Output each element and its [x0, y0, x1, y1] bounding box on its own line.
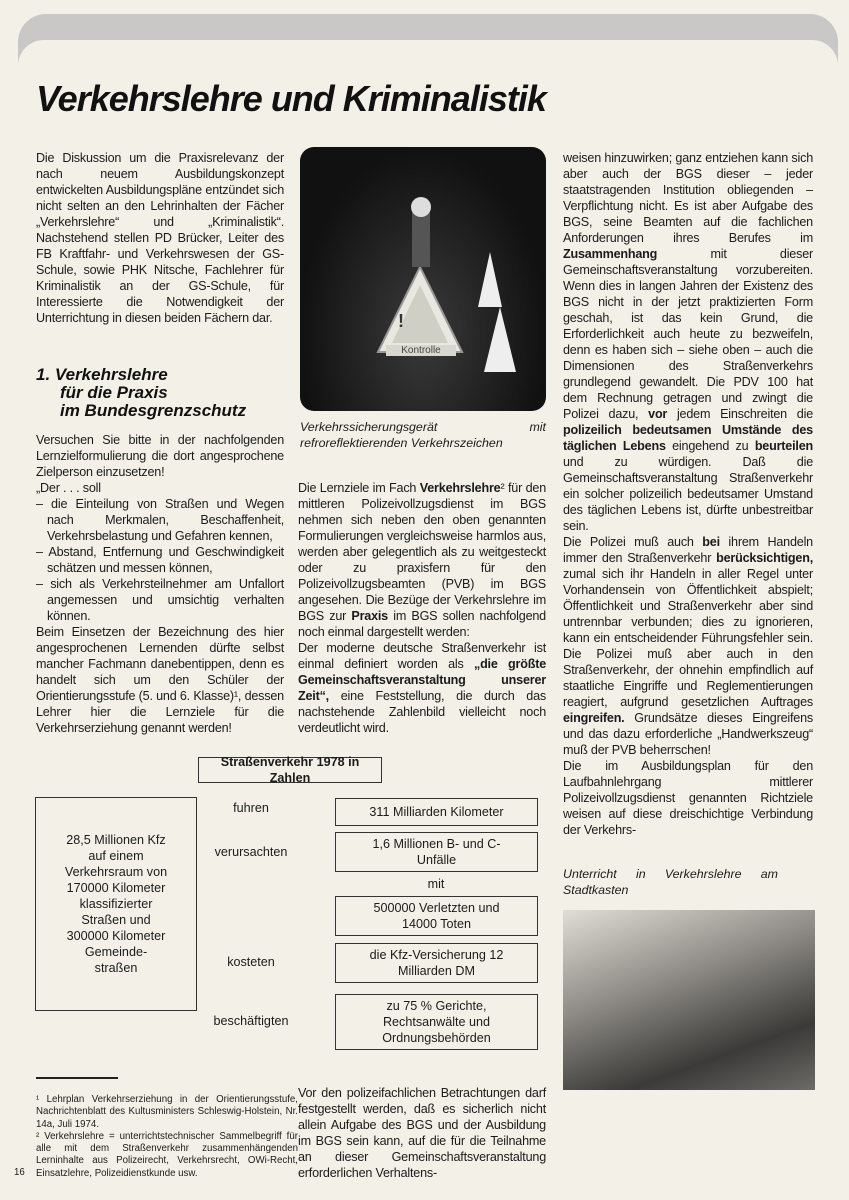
middle-bottom-text: Vor den polizeifachlichen Betrachtungen darf festgestellt werden, daß es sicherlich nicht allein Aufgabe des BGS und der Ausbildung im BGS sein kann, auf die für die Teilnahme an dieser Gemeinschaftsveranstaltung erforderlichen Verhaltens- — [298, 1086, 546, 1180]
page-number: 16 — [14, 1167, 25, 1178]
figure-left-box: 28,5 Millionen Kfz auf einem Verkehrsraum von 170000 Kilometer klassifizierter Straßen und 300000 Kilometer Gemeinde-straßen — [35, 797, 197, 1011]
figure-box: 1,6 Millionen B- und C-Unfälle — [335, 832, 538, 872]
figure-verb: fuhren — [233, 801, 269, 815]
figure-box: 311 Milliarden Kilometer — [335, 798, 538, 826]
figure-verb: kosteten — [227, 955, 275, 969]
figure-title: Straßenverkehr 1978 in Zahlen — [198, 757, 382, 783]
photo-caption-2: Unterricht in Verkehrslehre am Stadtkasten — [563, 867, 778, 897]
section-heading: 1. Verkehrslehre für die Praxis im Bundesgrenzschutz — [36, 365, 247, 420]
intro-text: Die Diskussion um die Praxisrelevanz der nach neuem Ausbildungskonzept entwickelten Ausbildungspläne entzündet sich nicht selten an den Lehrinhalten der Fächer „Verkehrslehre“ und „Kriminalistik“. Nachstehend stellen PD Brücker, Leiter des FB Kraftfahr- und Verkehrswesen der GS-Schule, sowie PHK Nitsche, Fachlehrer für Kriminalistik an der GS-Schule, für Interessierte die Notwendigkeit der Unterrichtung in diesen beiden Fächern dar. — [36, 151, 284, 325]
photo-traffic-sign — [300, 147, 546, 411]
warning-triangle-icon — [300, 147, 546, 411]
left-column: Versuchen Sie bitte in der nachfolgenden Lernzielformulierung die dort angesprochene Zielperson einzusetzen! „Der . . . soll – die Einteilung von Straßen und Wegen nach Merkmalen, Beschaffenheit, Verkehrsbelastung und Gefahren kennen, – Abstand, Entfernung und Geschwindigkeit schätzen und messen können, – sich als Verkehrsteilnehmer am Unfallort angemessen und umsichtig verhalten können. Beim Einsetzen der Bezeichnung des hier angesprochenen Lernenden dürfte selbst mancher Fachmann danebentippen, denn es handelt sich um den Schüler der Orientierungsstufe (5. und 6. Klasse)¹, dessen Lehrer hier die Lernziele für die Verkehrserziehung genannt werden! — [36, 433, 284, 735]
figure-box: 500000 Verletzten und 14000 Toten — [335, 896, 538, 936]
list-item: – die Einteilung von Straßen und Wegen nach Merkmalen, Beschaffenheit, Verkehrsbelastung und Gefahren kennen, — [36, 497, 284, 543]
list-item: – sich als Verkehrsteilnehmer am Unfallort angemessen und umsichtig verhalten können. — [36, 577, 284, 623]
figure-verb: verursachten — [214, 845, 288, 859]
figure-box: die Kfz-Versicherung 12 Milliarden DM — [335, 943, 538, 983]
sign-label: Kontrolle — [386, 345, 456, 356]
photo-classroom — [563, 910, 815, 1090]
photo-caption: Verkehrssicherungsgerät mit refroreflektierenden Verkehrszeichen — [300, 420, 546, 450]
middle-column: Die Lernziele im Fach Verkehrslehre² für den mittleren Polizeivollzugsdienst im BGS nehmen sich neben den oben genannten Formulierungen vergleichsweise harmlos aus, werden aber gelegentlich als zu weitgesteckt oder zu praxisfern für den Polizeivollzugsbeamten (PVB) im BGS angesehen. Die Bezüge der Verkehrslehre im BGS zur Praxis im BGS sollen nachfolgend noch einmal dargestellt werden: Der moderne deutsche Straßenverkehr ist einmal definiert worden als „die größte Gemeinschaftsveranstaltung unserer Zeit“, eine Feststellung, die durch das nachstehende Zahlenbild vielleicht noch verdeutlicht wird. — [298, 481, 547, 735]
footnotes: ¹ Lehrplan Verkehrserziehung in der Orientierungsstufe, Nachrichtenblatt des Kultusministers Schleswig-Holstein, Nr. 14a, Juli 1974. ² Verkehrslehre = unterrichtstechnischer Sammelbegriff für alle mit dem Straßenverkehr zusammenhängenden Lerninhalte aus Polizeirecht, Verkehrsrecht, OWi-Recht, Einsatzlehre, Polizeidienstkunde usw. — [36, 1094, 298, 1179]
right-column: weisen hinzuwirken; ganz entziehen kann sich aber auch der BGS dieser – jeder staatstragenden Institution obliegenden – Verpflichtung nicht. Es ist aber Aufgabe des BGS, seine Beamten auf die fachlichen Anforderungen ihres Berufes im Zusammenhang mit dieser Gemeinschaftsveranstaltung vorzubereiten. Wenn dies in langen Jahren der Existenz des BGS nicht in der jetzt praktizierten Form geschah, ist das kein Grund, die Erforderlichkeit auch heute zu bezweifeln, denn es haben sich – siehe oben – auch die Dimensionen des Straßenverkehrs grundlegend gewandelt. Die PDV 100 hat dem Rechnung getragen und zwingt die Polizei dazu, vor jedem Einschreiten die polizeilich bedeutsamen Umstände des täglichen Lebens eingehend zu beurteilen und zu würdigen. Daß die Gemeinschaftsveranstaltung Straßenverkehr ein solcher polizeilich bedeutsamer Umstand des täglichen Lebens ist, dürfte unbestreitbar sein. Die Polizei muß auch bei ihrem Handeln immer den Straßenverkehr berücksichtigen, zumal sich ihr Handeln in aller Regel unter Vorhandensein von Öffentlichkeit abspielt; Öffentlichkeit und Straßenverkehr aber sind untrennbar verbunden; dies zu ignorieren, kann ein entscheidender Führungsfehler sein. Die Polizei muß aber auch in den Straßenverkehr, der ohnehin empfindlich auf staatliche Eingriffe und Reglementierungen reagiert, aufgrund gesetzlichen Auftrages eingreifen. Grundsätze dieses Eingreifens und das dazu erforderliche „Handwerkszeug“ muß der PVB beherrschen! Die im Ausbildungsplan für den Laufbahnlehrgang mittlerer Polizeivollzugsdienst genannten Richtziele weisen auf diese dreischichtige Verbindung der Verkehrs- — [563, 151, 813, 837]
figure-connector: mit — [427, 877, 445, 891]
figure-verb: beschäftigten — [213, 1014, 289, 1028]
page-title: Verkehrslehre und Kriminalistik — [36, 78, 546, 119]
footnote-rule — [36, 1077, 118, 1079]
svg-text:!: ! — [398, 311, 404, 331]
right-column-wrapper — [563, 150, 813, 1090]
learning-goals-list — [36, 496, 284, 624]
list-item: – Abstand, Entfernung und Geschwindigkeit schätzen und messen können, — [36, 545, 284, 575]
figure-box: zu 75 % Gerichte, Rechtsanwälte und Ordnungsbehörden — [335, 994, 538, 1050]
